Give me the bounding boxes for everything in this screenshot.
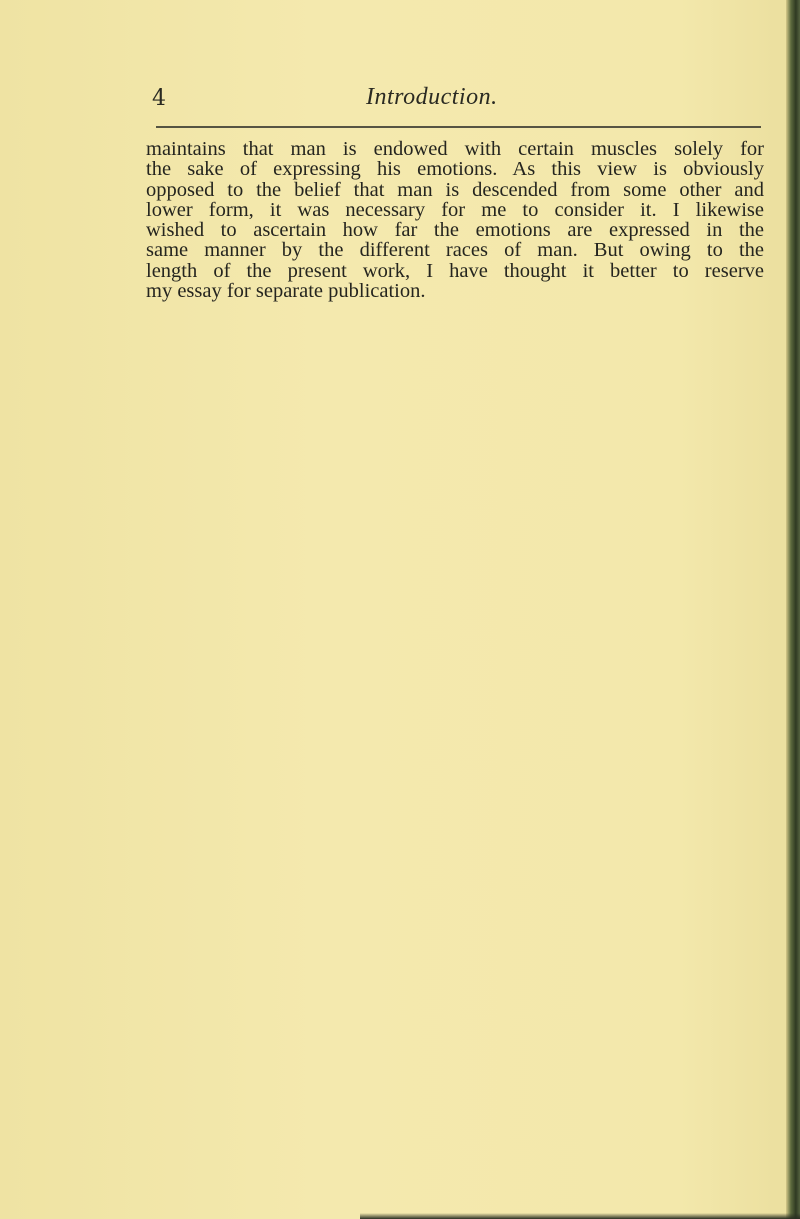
text-line: opposed to the belief that man is descended from some other and: [146, 178, 764, 201]
text-line: same manner by the different races of man. But owing to the: [146, 239, 764, 262]
page-header: [0, 80, 780, 120]
page-bottom-shadow: [360, 1213, 800, 1219]
running-head: Introduction.: [366, 84, 498, 110]
text-line: wished to ascertain how far the emotions are expressed in the: [146, 219, 764, 242]
body-paragraph: [146, 139, 786, 301]
text-line-last: my essay for separate publication.: [146, 280, 426, 303]
text-line: the sake of expressing his emotions. As this view is obviously: [146, 158, 764, 181]
page-number: 4: [152, 86, 166, 111]
text-line: maintains that man is endowed with certain muscles solely for: [146, 138, 764, 160]
header-rule: [156, 126, 761, 128]
book-binding-edge: [786, 0, 800, 1219]
text-line: length of the present work, I have thought it better to reserve: [146, 259, 764, 282]
text-line: lower form, it was necessary for me to consider it. I likewise: [146, 198, 764, 221]
